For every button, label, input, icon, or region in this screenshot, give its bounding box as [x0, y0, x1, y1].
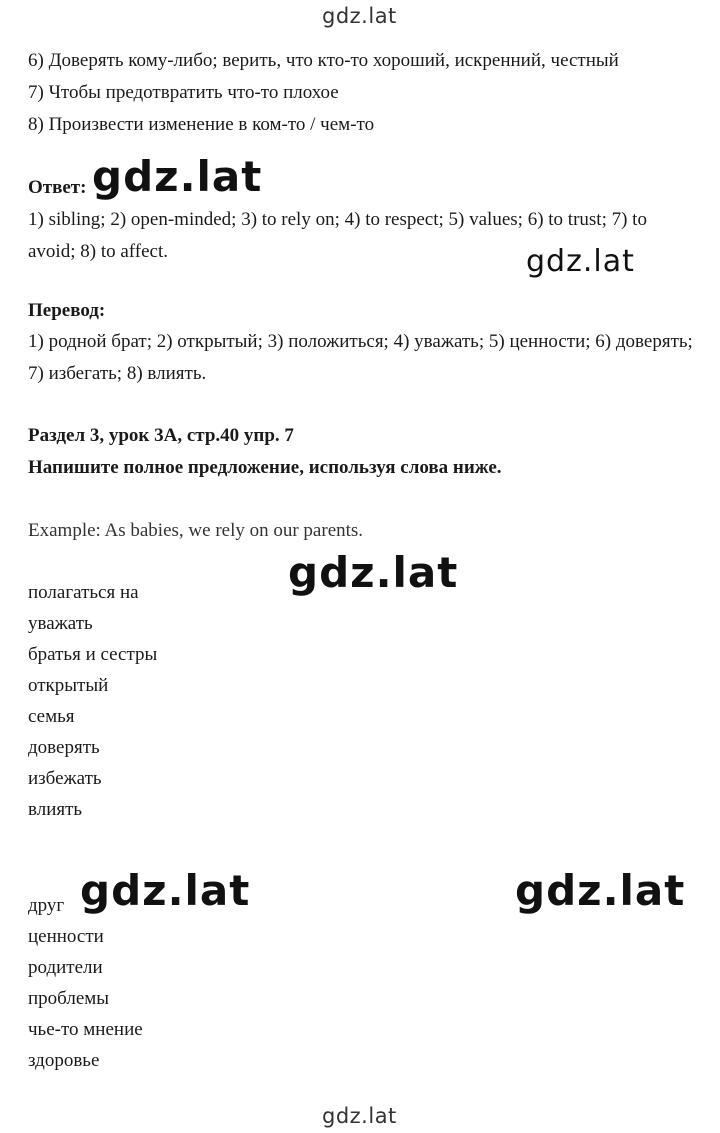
watermark-lower-right: gdz.lat — [515, 866, 686, 915]
answer-heading: Ответ: — [28, 177, 87, 198]
list-item: чье-то мнение — [28, 1019, 143, 1040]
list-item: родители — [28, 957, 103, 978]
list-item: уважать — [28, 613, 93, 634]
watermark-bottom: gdz.lat — [322, 1104, 397, 1128]
list-item: открытый — [28, 675, 109, 696]
list-item: влиять — [28, 799, 83, 820]
exercise-example: Example: As babies, we rely on our parents. — [28, 520, 364, 541]
word-list-2 — [28, 890, 143, 1076]
list-item: семья — [28, 706, 75, 727]
definition-6: 6) Доверять кому-либо; верить, что кто-то хороший, искренний, честный — [28, 50, 619, 71]
exercise-instruction: Напишите полное предложение, используя слова ниже. — [28, 457, 502, 478]
list-item: проблемы — [28, 988, 110, 1009]
list-item: доверять — [28, 737, 100, 758]
answer-text: 1) sibling; 2) open-minded; 3) to rely on; 4) to respect; 5) values; 6) to trust; 7) to avoid; 8) to affect. — [28, 209, 647, 262]
watermark-right: gdz.lat — [526, 244, 635, 279]
list-item: ценности — [28, 926, 104, 947]
watermark-middle: gdz.lat — [288, 548, 459, 597]
list-item: здоровье — [28, 1050, 100, 1071]
exercise-title: Раздел 3, урок 3А, стр.40 упр. 7 — [28, 425, 294, 446]
list-item: полагаться на — [28, 582, 139, 603]
list-item: избежать — [28, 768, 102, 789]
definition-7: 7) Чтобы предотвратить что-то плохое — [28, 82, 339, 103]
watermark-top: gdz.lat — [322, 4, 397, 28]
watermark-lower-left: gdz.lat — [80, 866, 251, 915]
list-item: друг — [28, 895, 65, 916]
translation-text: 1) родной брат; 2) открытый; 3) положиться; 4) уважать; 5) ценности; 6) доверять; 7) избегать; 8) влиять. — [28, 331, 693, 384]
word-list-1 — [28, 577, 157, 825]
translation-heading: Перевод: — [28, 300, 106, 321]
list-item: братья и сестры — [28, 644, 158, 665]
definition-8: 8) Произвести изменение в ком-то / чем-то — [28, 114, 375, 135]
watermark-answer: gdz.lat — [92, 152, 263, 201]
